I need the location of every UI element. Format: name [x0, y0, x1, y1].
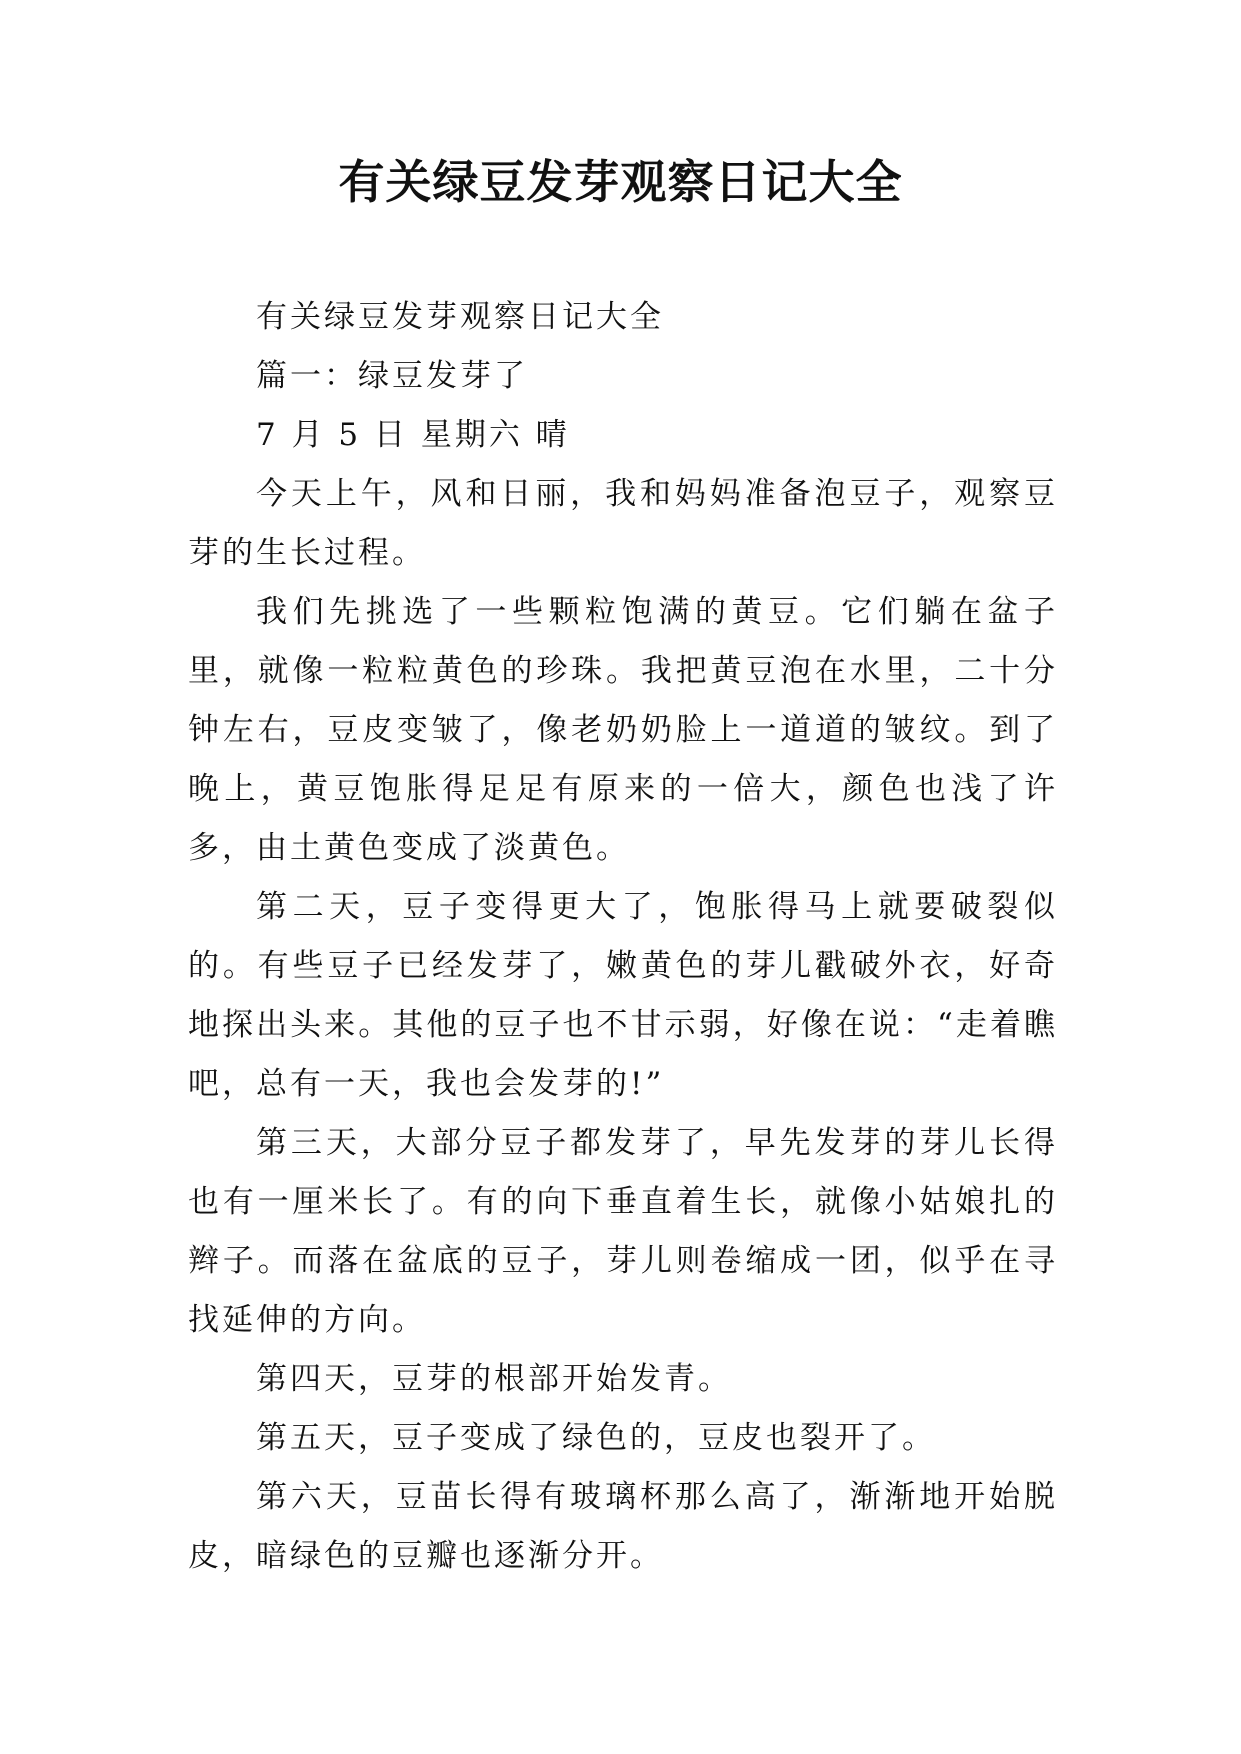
paragraph-heading: 有关绿豆发芽观察日记大全: [256, 299, 664, 335]
paragraph-section-title: 篇一：绿豆发芽了: [256, 358, 528, 394]
document-title: 有关绿豆发芽观察日记大全: [338, 155, 903, 209]
paragraph-day-five: 第五天，豆子变成了绿色的，豆皮也裂开了。: [256, 1420, 936, 1456]
document-body: [188, 288, 1058, 1586]
paragraph-day-four: 第四天，豆芽的根部开始发青。: [256, 1361, 732, 1397]
paragraph-day-three: 第三天，大部分豆子都发芽了，早先发芽的芽儿长得也有一厘米长了。有的向下垂直着生长，就像小姑娘扎的辫子。而落在盆底的豆子，芽儿则卷缩成一团，似乎在寻找延伸的方向。: [188, 1125, 1058, 1338]
paragraph-day-one: 我们先挑选了一些颗粒饱满的黄豆。它们躺在盆子里，就像一粒粒黄色的珍珠。我把黄豆泡在水里，二十分钟左右，豆皮变皱了，像老奶奶脸上一道道的皱纹。到了晚上，黄豆饱胀得足足有原来的一倍大，颜色也浅了许多，由土黄色变成了淡黄色。: [188, 594, 1058, 866]
paragraph-date: 7 月 5 日 星期六 晴: [256, 417, 570, 453]
paragraph-day-six: 第六天，豆苗长得有玻璃杯那么高了，渐渐地开始脱皮，暗绿色的豆瓣也逐渐分开。: [188, 1479, 1058, 1574]
paragraph-day-two: 第二天，豆子变得更大了，饱胀得马上就要破裂似的。有些豆子已经发芽了，嫩黄色的芽儿戳破外衣，好奇地探出头来。其他的豆子也不甘示弱，好像在说：“走着瞧吧，总有一天，我也会发芽的!”: [188, 889, 1058, 1102]
paragraph-intro: 今天上午，风和日丽，我和妈妈准备泡豆子，观察豆芽的生长过程。: [188, 476, 1058, 571]
